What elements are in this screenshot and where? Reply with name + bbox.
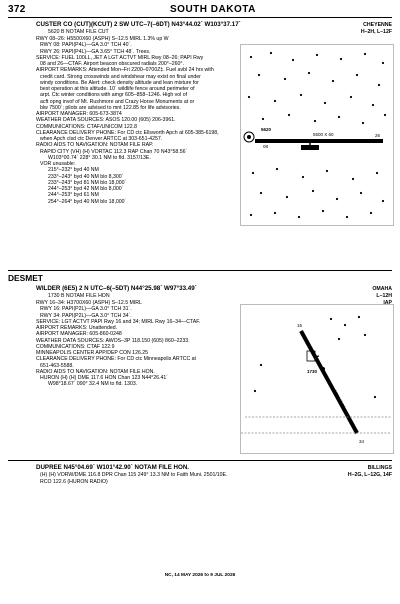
wilder-chart-top: OMAHA (372, 286, 392, 292)
custer-line: arpt. Ctc winter conditions with amgr 605–858–1246. High vol of (40, 92, 188, 99)
wilder-line: RWY 34: PAPI(P2L)—GA 3.0° TCH 34´. (40, 312, 132, 319)
custer-line: AIRPORT REMARKS: Attended Mon–Fri 2200–0700Z‡. Fuel avbl 24 hrs with (36, 67, 214, 74)
custer-line: 08 and 26—CTAF. Airport beacon obscured radials 200°–260°. (40, 61, 184, 67)
custer-line: acft opng invof of Mt. Rushmore and Crazy Horse Monuments at or (40, 98, 195, 105)
wilder-line: RWY 16–34: H3700X60 (ASPH) S–12.5 MIRL (36, 300, 142, 306)
custer-line: RWY 08–26: H5500X60 (ASPH) S–12.5 MIRL 1.3% up W (36, 36, 169, 42)
apron (301, 145, 319, 150)
wilder-line: COMMUNICATIONS: CTAF 122.9 (36, 343, 115, 350)
runway-16-34 (301, 331, 357, 433)
wilder-chart-mid: L–12H (376, 293, 392, 299)
custer-details (36, 36, 219, 205)
custer-line: credit card. Strong crosswinds and windshear may exist on final under (40, 73, 201, 80)
wilder-line: CLEARANCE DELIVERY PHONE: For CD ctc Minneapolis ARTCC at (36, 356, 196, 363)
dupree-line: (H) (H) VORW/DME 116.8 DPR Chan 115 249° 13.3 NM to Faith Muni. 2501/10E. (40, 472, 228, 478)
city-title-desmet: DESMET (8, 273, 43, 283)
custer-chart-bottom: H–2H, L–12F (360, 29, 392, 35)
wilder-airport-id-line: WILDER (6E5) 2 N UTC–6(–5DT) N44°25.98´ W97°33.49´ (36, 285, 197, 292)
custer-line: RWY 26: PAPI(P4L)—GA 3.65° TCH 48´. Trees. (40, 48, 151, 55)
custer-line: WEATHER DATA SOURCES: ASOS 120.00 (605) 206-3961. (36, 117, 176, 124)
custer-line: 244°–253° byd 42 NM blo 8,000´ (48, 186, 124, 192)
runway-end-08: 08 (263, 144, 269, 149)
custer-elev-line: 5620 B NOTAM FILE CUT (48, 29, 109, 35)
field-elevation-label: 1730 (307, 369, 318, 374)
custer-airport-diagram (240, 44, 394, 226)
wilder-line: AIRPORT MANAGER: 605-860-0248 (36, 331, 122, 338)
custer-line: RAPID CITY (VH) (H) VORTAC 112.3 RAP Chan 70 N43°58.56´ (40, 148, 188, 155)
wilder-line: WEATHER DATA SOURCES: AWOS–3P 118.150 (605) 860–2233. (36, 337, 190, 344)
custer-line: W103°00.74´ 228° 30.1 NM to fld. 3157/13E. (48, 154, 151, 161)
field-elevation-label: 5620 (261, 127, 272, 132)
wilder-line: MINNEAPOLIS CENTER APP/DEP CON 126.25 (36, 350, 149, 356)
custer-line: best operation at this altitude. 10´ wildlife fence around perimeter of (40, 86, 195, 92)
custer-line: RADIO AIDS TO NAVIGATION: NOTAM FILE RAP. (36, 142, 154, 149)
wilder-chart-bottom: IAP (383, 300, 392, 306)
wilder-line: W98°18.67´ 090° 32.4 NM to fld. 1303. (48, 381, 138, 388)
wilder-line: RWY 16: PAPI(P2L)—GA 3.0° TCH 31´. (40, 306, 132, 313)
custer-line: COMMUNICATIONS: CTAF/UNICOM 122.8 (36, 123, 137, 130)
custer-line: 233°–243° byd 40 NM blo 8,300´ (48, 173, 124, 180)
custer-line: SERVICE: FUEL 100LL, JET A LGT ACTVT MIRL Rwy 08–26; PAPI Rwy (36, 54, 204, 61)
runway-end-26: 26 (375, 133, 381, 138)
custer-line: 215°–232° byd 40 NM (48, 167, 99, 174)
validity-footer: NC, 14 MAY 2026 to 9 JUL 2026 (164, 573, 236, 578)
custer-line: RWY 08: PAPI(P4L)—GA 3.0° TCH 40´. (40, 42, 132, 49)
custer-line: 233°–243° byd 81 NM blo 18,000´ (48, 179, 127, 186)
custer-chart-top: CHEYENNE (363, 22, 392, 28)
dupree-rule (8, 460, 392, 461)
dupree-chart-bottom: H–2G, L–12G, 14F (347, 472, 392, 478)
wilder-airport-diagram (240, 304, 394, 454)
desmet-rule (8, 270, 392, 271)
custer-line: 244°–253° byd 61 NM (48, 192, 99, 199)
custer-line: AIRPORT MANAGER: 605-673-3874 (36, 111, 122, 117)
wilder-elev-line: 1730 B NOTAM FILE HON (48, 293, 110, 299)
dupree-chart-top: BILLINGS (367, 465, 392, 471)
custer-line: VOR unusable: (40, 161, 76, 167)
runway-end-16: 16 (297, 323, 303, 328)
custer-line: CLEARANCE DELIVERY PHONE: For CD ctc Ellsworth Apch at 605-385-6198, (36, 129, 219, 136)
custer-airport-id-line: CUSTER CO (CUT)(KCUT) 2 SW UTC–7(–6DT) N43°44.02´ W103°37.17´ (36, 21, 241, 28)
custer-line: blw 7500´; pilots are advised to mnt 122.85 for life advisories. (40, 104, 181, 111)
dupree-line: RCO 122.6 (HURON RADIO) (40, 479, 108, 485)
custer-line: when Apch clsd ctc Denver ARTCC at 303-651-4257. (40, 136, 163, 142)
runway-dimension-label: 3700 X 60 (332, 389, 347, 410)
custer-line: windy conditions. Be Alert: check density altitude and lean mixture for (40, 79, 199, 86)
custer-line: 254°–264° byd 40 NM blo 18,000´ (48, 198, 127, 205)
wilder-line: RADIO AIDS TO NAVIGATION: NOTAM FILE HON. (36, 368, 155, 375)
beacon-icon (321, 367, 325, 371)
wilder-details (36, 300, 200, 388)
dupree-id-line: DUPREE N45°04.69´ W101°42.90´ NOTAM FILE HON. (36, 464, 190, 471)
page-number: 372 (8, 4, 26, 15)
wilder-line: AIRPORT REMARKS: Unattended. (36, 325, 118, 331)
wilder-line: 651-463-5588. (40, 362, 74, 369)
header-rule (8, 17, 392, 18)
wilder-line: HURON (H) (H) DME 117.6 HON Chan 123 N44°26.41´ (40, 375, 168, 381)
beacon-center-icon (247, 135, 251, 139)
runway-end-34: 34 (359, 439, 365, 444)
runway-dimension-label: 5500 X 60 (313, 132, 334, 137)
wilder-line: SERVICE: LGT ACTVT PAPI Rwy 16 and 34; MIRL Rwy 16–34—CTAF. (36, 318, 201, 325)
state-title: SOUTH DAKOTA (170, 4, 256, 15)
